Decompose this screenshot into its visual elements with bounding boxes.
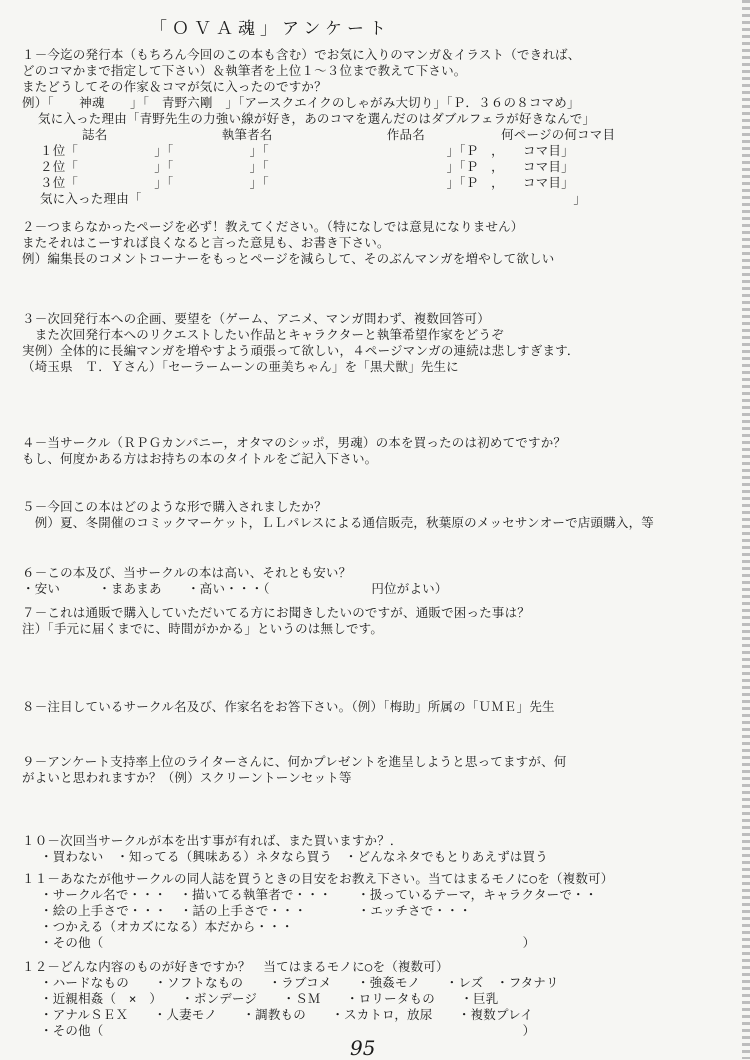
q7-line-1: ７－これは通販で購入していただいてる方にお聞きしたいのですが、通販で困った事は？ (22, 605, 531, 620)
q1-example: 例）「 神魂 」「 青野六剛 」「アースクエイクのしゃがみ大切り」「Ｐ．３６の８コマめ」 (22, 95, 580, 110)
q1-rank-3[interactable]: ３位「 」「 」「 」「Ｐ ， コマ目」 (40, 175, 574, 190)
q12-other-field[interactable]: ・その他（ ） (40, 1023, 536, 1038)
q7-note: 注）「手元に届くまでに、時間がかかる」というのは無しです。 (22, 621, 384, 636)
q5-line-1: ５－今回この本はどのような形で購入されましたか？ (22, 499, 327, 514)
q1-example-reason: 気に入った理由「青野先生の力強い線が好き，あのコマを選んだのはダブルフェラが好きなんで」 (38, 111, 596, 126)
q12-options-2[interactable]: ・近親相姦（ × ） ・ボンデージ ・ＳＭ ・ロリータもの ・巨乳 (40, 991, 499, 1006)
q9-line-1: ９－アンケート支持率上位のライターさんに、何かプレゼントを進呈しようと思ってますが、何 (22, 754, 567, 769)
q2-line-2: またそれはこーすれば良くなると言った意見も、お書き下さい。 (22, 235, 390, 250)
q1-table-header: 誌名 執筆者名 作品名 何ページの何コマ目 (82, 127, 616, 142)
q11-options-2[interactable]: ・絵の上手さで・・・ ・話の上手さで・・・ ・エッチさで・・・ (40, 903, 472, 918)
q9-line-2: がよいと思われますか？（例）スクリーントーンセット等 (22, 770, 352, 785)
q2-example: 例）編集長のコメントコーナーをもっとページを減らして、そのぶんマンガを増やして欲しい (22, 251, 555, 266)
page-title: 「ＯＶＡ魂」アンケート (150, 19, 391, 39)
q6-options[interactable]: ・安い ・まあまあ ・高い・・・（ 円位がよい） (22, 581, 448, 596)
q2-line-1: ２－つまらなかったページを必ず！教えてください。（特になしでは意見になりません） (22, 219, 524, 234)
q11-options-1[interactable]: ・サークル名で・・・ ・描いてる執筆者で・・・ ・扱っているテーマ，キャラクターで・・ (40, 887, 598, 902)
q12-options-3[interactable]: ・アナルＳＥＸ ・人妻モノ ・調教もの ・スカトロ，放尿 ・複数プレイ (40, 1007, 533, 1022)
q11-line-1: １１－あなたが他サークルの同人誌を買うときの目安をお教え下さい。当てはまるモノに○を（複数可） (22, 871, 614, 886)
q10-options[interactable]: ・買わない ・知ってる（興味ある）ネタなら買う ・どんなネタでもとりあえずは買う (40, 849, 549, 864)
q4-line-2: もし、何度かある方はお持ちの本のタイトルをご記入下さい。 (22, 451, 378, 466)
q12-options-1[interactable]: ・ハードなもの ・ソフトなもの ・ラブコメ ・強姦モノ ・レズ ・フタナリ (40, 975, 559, 990)
page-edge (742, 0, 750, 1059)
q12-line-1: １２－どんな内容のものが好きですか？ 当てはまるモノに○を（複数可） (22, 959, 449, 974)
q6-line-1: ６－この本及び、当サークルの本は高い、それとも安い？ (22, 565, 352, 580)
q3-example-credit: （埼玉県 Ｔ．Ｙさん）「セーラームーンの亜美ちゃん」を「黒犬獣」先生に (22, 359, 459, 374)
q1-reason-field[interactable]: 気に入った理由「 」 (40, 191, 587, 206)
q8-line-1: ８－注目しているサークル名及び、作家名をお答下さい。（例）「梅助」所属の「ＵＭＥ」先生 (22, 699, 555, 714)
q3-line-2: また次回発行本へのリクエストしたい作品とキャラクターと執筆希望作家をどうぞ (22, 327, 504, 342)
q10-line-1: １０－次回当サークルが本を出す事が有れば、また買いますか？． (22, 833, 403, 848)
q1-line-1: １－今迄の発行本（もちろん今回のこの本も含む）でお気に入りのマンガ＆イラスト（できれば、 (22, 47, 581, 62)
q1-rank-2[interactable]: ２位「 」「 」「 」「Ｐ ， コマ目」 (40, 159, 574, 174)
q11-other-field[interactable]: ・その他（ ） (40, 935, 536, 950)
q1-rank-1[interactable]: １位「 」「 」「 」「Ｐ ， コマ目」 (40, 143, 574, 158)
q1-line-2: どのコマかまで指定して下さい）＆執筆者を上位１～３位まで教えて下さい。 (22, 63, 467, 78)
page-number: 95 (350, 1036, 376, 1060)
q3-line-1: ３－次回発行本への企画、要望を（ゲーム、アニメ、マンガ問わず、複数回答可） (22, 311, 490, 326)
q11-options-3[interactable]: ・つかえる（オカズになる）本だから・・・ (40, 919, 294, 934)
q4-line-1: ４－当サークル（ＲＰＧカンパニー，オタマのシッポ，男魂）の本を買ったのは初めてですか？ (22, 435, 567, 450)
q3-example: 実例）全体的に長編マンガを増やすよう頑張って欲しい，４ページマンガの連続は悲しすぎます． (22, 343, 580, 358)
q1-line-3: またどうしてその作家＆コマが気に入ったのですか？ (22, 79, 327, 94)
q5-example: 例）夏、冬開催のコミックマーケット，ＬＬパレスによる通信販売，秋葉原のメッセサンオーで店頭購入，等 (22, 515, 655, 530)
